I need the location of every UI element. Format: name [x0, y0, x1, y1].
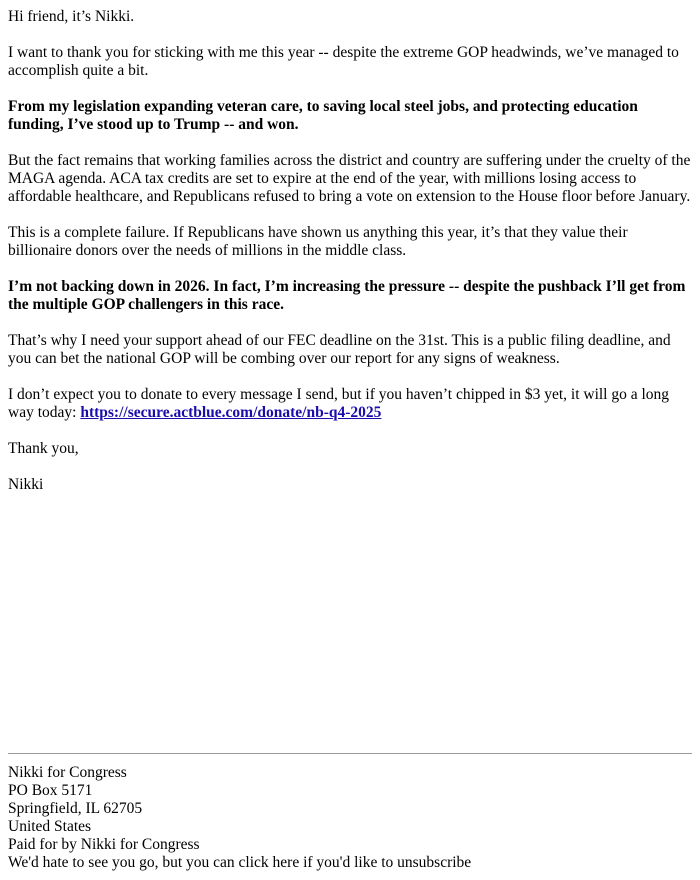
paragraph-maga-agenda: But the fact remains that working families across the district and country are suffering under the cruelty of the MAGA agenda. ACA tax credits are set to expire at the end of the year, with millions losing access to affordable healthcare, and Republicans refused to bring a vote on extension to the House floor before January. [8, 152, 691, 205]
paragraph-donate-ask [8, 386, 692, 422]
footer-divider [8, 753, 692, 754]
paragraph-thanks: I want to thank you for sticking with me this year -- despite the extreme GOP headwinds, we’ve managed to accomplish quite a bit. [8, 44, 679, 79]
donate-link[interactable]: https://secure.actblue.com/donate/nb-q4-2025 [80, 404, 382, 421]
closing: Thank you, [8, 440, 79, 457]
footer-org-name: Nikki for Congress [8, 764, 127, 781]
paragraph-fec-deadline: That’s why I need your support ahead of our FEC deadline on the 31st. This is a public filing deadline, and you can bet the national GOP will be combing over our report for any signs of weakness. [8, 332, 671, 367]
paragraph-accomplishments: From my legislation expanding veteran care, to saving local steel jobs, and protecting education funding, I’ve stood up to Trump -- and won. [8, 98, 638, 133]
paragraph-not-backing-down: I’m not backing down in 2026. In fact, I’m increasing the pressure -- despite the pushback I’ll get from the multiple GOP challengers in this race. [8, 278, 686, 313]
footer-paid-for: Paid for by Nikki for Congress [8, 836, 200, 853]
email-footer [8, 753, 692, 872]
footer-address-line1: PO Box 5171 [8, 782, 93, 799]
signature: Nikki [8, 476, 44, 493]
greeting: Hi friend, it’s Nikki. [8, 8, 135, 25]
unsubscribe-link[interactable]: We'd hate to see you go, but you can click here if you'd like to unsubscribe [8, 854, 472, 871]
footer-address-line2: Springfield, IL 62705 [8, 800, 143, 817]
email-body [8, 8, 692, 512]
donate-ask-text: I don’t expect you to donate to every message I send, but if you haven’t chipped in $3 yet, it will go a long way today: [8, 386, 670, 421]
paragraph-complete-failure: This is a complete failure. If Republicans have shown us anything this year, it’s that they value their billionaire donors over the needs of millions in the middle class. [8, 224, 628, 259]
footer-country: United States [8, 818, 92, 835]
